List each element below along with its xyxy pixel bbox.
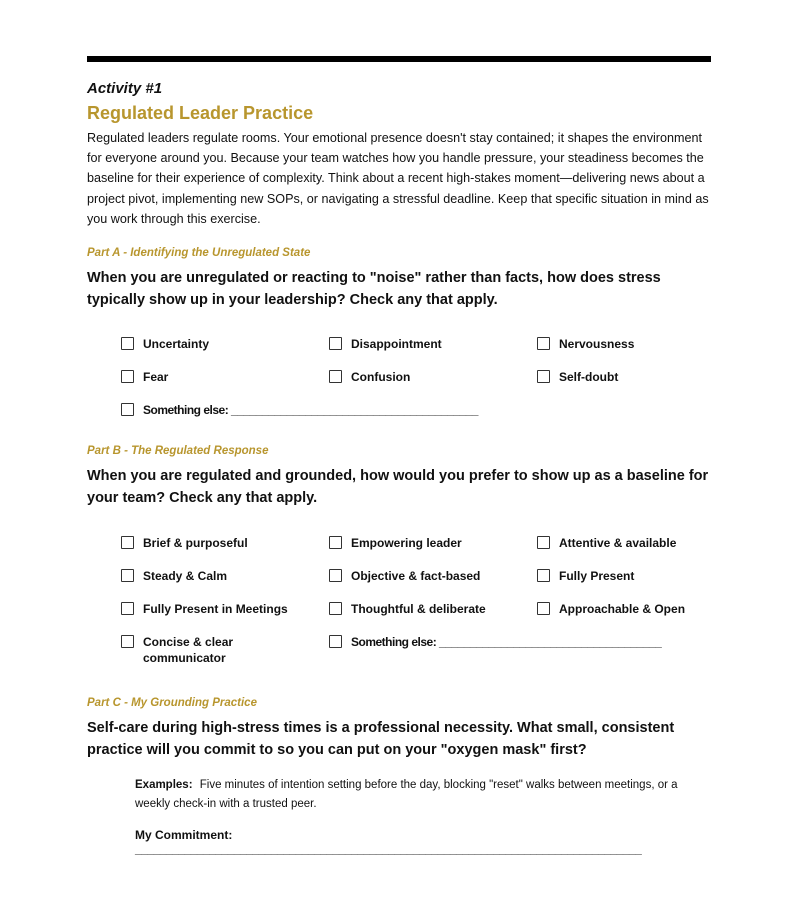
checkbox-box[interactable] (537, 337, 550, 350)
checkbox-label: Fully Present in Meetings (143, 602, 288, 616)
checkbox-label: Empowering leader (351, 536, 462, 550)
checkbox-box[interactable] (121, 536, 134, 549)
checkbox-label: Something else: ____________________________________ (351, 635, 662, 649)
checkbox-label: Attentive & available (559, 536, 677, 550)
checkbox-label: Thoughtful & deliberate (351, 602, 486, 616)
checkbox-box[interactable] (537, 370, 550, 383)
checkbox-disappointment[interactable] (329, 336, 442, 352)
part-b-question: When you are regulated and grounded, how would you prefer to show up as a baseline for your team? Check any that apply. (87, 468, 709, 506)
checkbox-confusion[interactable] (329, 369, 410, 385)
checkbox-box[interactable] (121, 337, 134, 350)
checkbox-box[interactable] (329, 536, 342, 549)
checkbox-label: Disappointment (351, 337, 442, 351)
checkbox-self-doubt[interactable] (537, 369, 618, 385)
checkbox-approachable-open[interactable] (537, 601, 685, 617)
checkbox-steady-calm[interactable] (121, 568, 227, 584)
checkbox-nervousness[interactable] (537, 336, 634, 352)
checkbox-fully-present[interactable] (537, 568, 634, 584)
checkbox-box[interactable] (121, 569, 134, 582)
checkbox-something-else-b[interactable] (329, 634, 661, 650)
checkbox-fully-present-meetings[interactable] (121, 601, 288, 617)
checkbox-label: Something else: ________________________________________ (143, 403, 478, 417)
checkbox-something-else-a[interactable] (121, 402, 478, 418)
checkbox-uncertainty[interactable] (121, 336, 209, 352)
checkbox-box[interactable] (329, 337, 342, 350)
checkbox-objective-fact-based[interactable] (329, 568, 480, 584)
part-c-label: Part C - My Grounding Practice (87, 697, 257, 709)
part-b-label: Part B - The Regulated Response (87, 445, 269, 457)
checkbox-label: Uncertainty (143, 337, 210, 351)
checkbox-box[interactable] (329, 370, 342, 383)
checkbox-concise-clear[interactable] (121, 634, 253, 666)
checkbox-fear[interactable] (121, 369, 168, 385)
checkbox-label: Confusion (351, 370, 411, 384)
checkbox-box[interactable] (121, 635, 134, 648)
checkbox-box[interactable] (329, 602, 342, 615)
checkbox-label: Approachable & Open (559, 602, 686, 616)
checkbox-attentive-available[interactable] (537, 535, 676, 551)
part-c-question: Self-care during high-stress times is a professional necessity. What small, consistent practice will you commit to so you can put on your "oxygen mask" first? (87, 720, 675, 758)
examples-block (135, 776, 695, 814)
checkbox-label: Concise & clear communicator (143, 635, 234, 665)
checkbox-label: Self-doubt (559, 370, 619, 384)
top-rule (87, 56, 711, 62)
checkbox-box[interactable] (121, 602, 134, 615)
checkbox-label: Nervousness (559, 337, 635, 351)
examples-label: Examples: (135, 779, 193, 791)
checkbox-empowering-leader[interactable] (329, 535, 462, 551)
intro-paragraph: Regulated leaders regulate rooms. Your emotional presence doesn't stay contained; it shapes the environment for everyone around you. Because your team watches how you handle pressure, your steadiness becomes the baseline for their experience of complexity. Think about a recent high-stakes moment—delivering news about a project pivot, implementing new SOPs, or navigating a stressful deadline. Keep that specific situation in mind as you work through this exercise. (87, 131, 709, 226)
checkbox-box[interactable] (537, 602, 550, 615)
checkbox-label: Steady & Calm (143, 569, 228, 583)
checkbox-thoughtful-deliberate[interactable] (329, 601, 486, 617)
commitment-label: My Commitment: (135, 828, 233, 842)
checkbox-box[interactable] (537, 569, 550, 582)
checkbox-label: Fully Present (559, 569, 635, 583)
examples-text: Five minutes of intention setting before the day, blocking "reset" walks between meetings, or a weekly check-in with a trusted peer. (135, 779, 678, 810)
commitment-line[interactable]: __________________________________________________________________________________ (135, 842, 642, 856)
checkbox-box[interactable] (537, 536, 550, 549)
checkbox-box[interactable] (329, 635, 342, 648)
checkbox-label: Brief & purposeful (143, 536, 248, 550)
checkbox-label: Fear (143, 370, 169, 384)
part-a-label: Part A - Identifying the Unregulated State (87, 247, 311, 259)
commitment-field[interactable] (135, 828, 711, 856)
checkbox-box[interactable] (329, 569, 342, 582)
checkbox-label: Objective & fact-based (351, 569, 481, 583)
activity-number: Activity #1 (87, 80, 163, 97)
checkbox-box[interactable] (121, 403, 134, 416)
checkbox-box[interactable] (121, 370, 134, 383)
part-a-question: When you are unregulated or reacting to "noise" rather than facts, how does stress typically show up in your leadership? Check any that apply. (87, 270, 661, 308)
checkbox-brief-purposeful[interactable] (121, 535, 248, 551)
page-title: Regulated Leader Practice (87, 103, 314, 123)
